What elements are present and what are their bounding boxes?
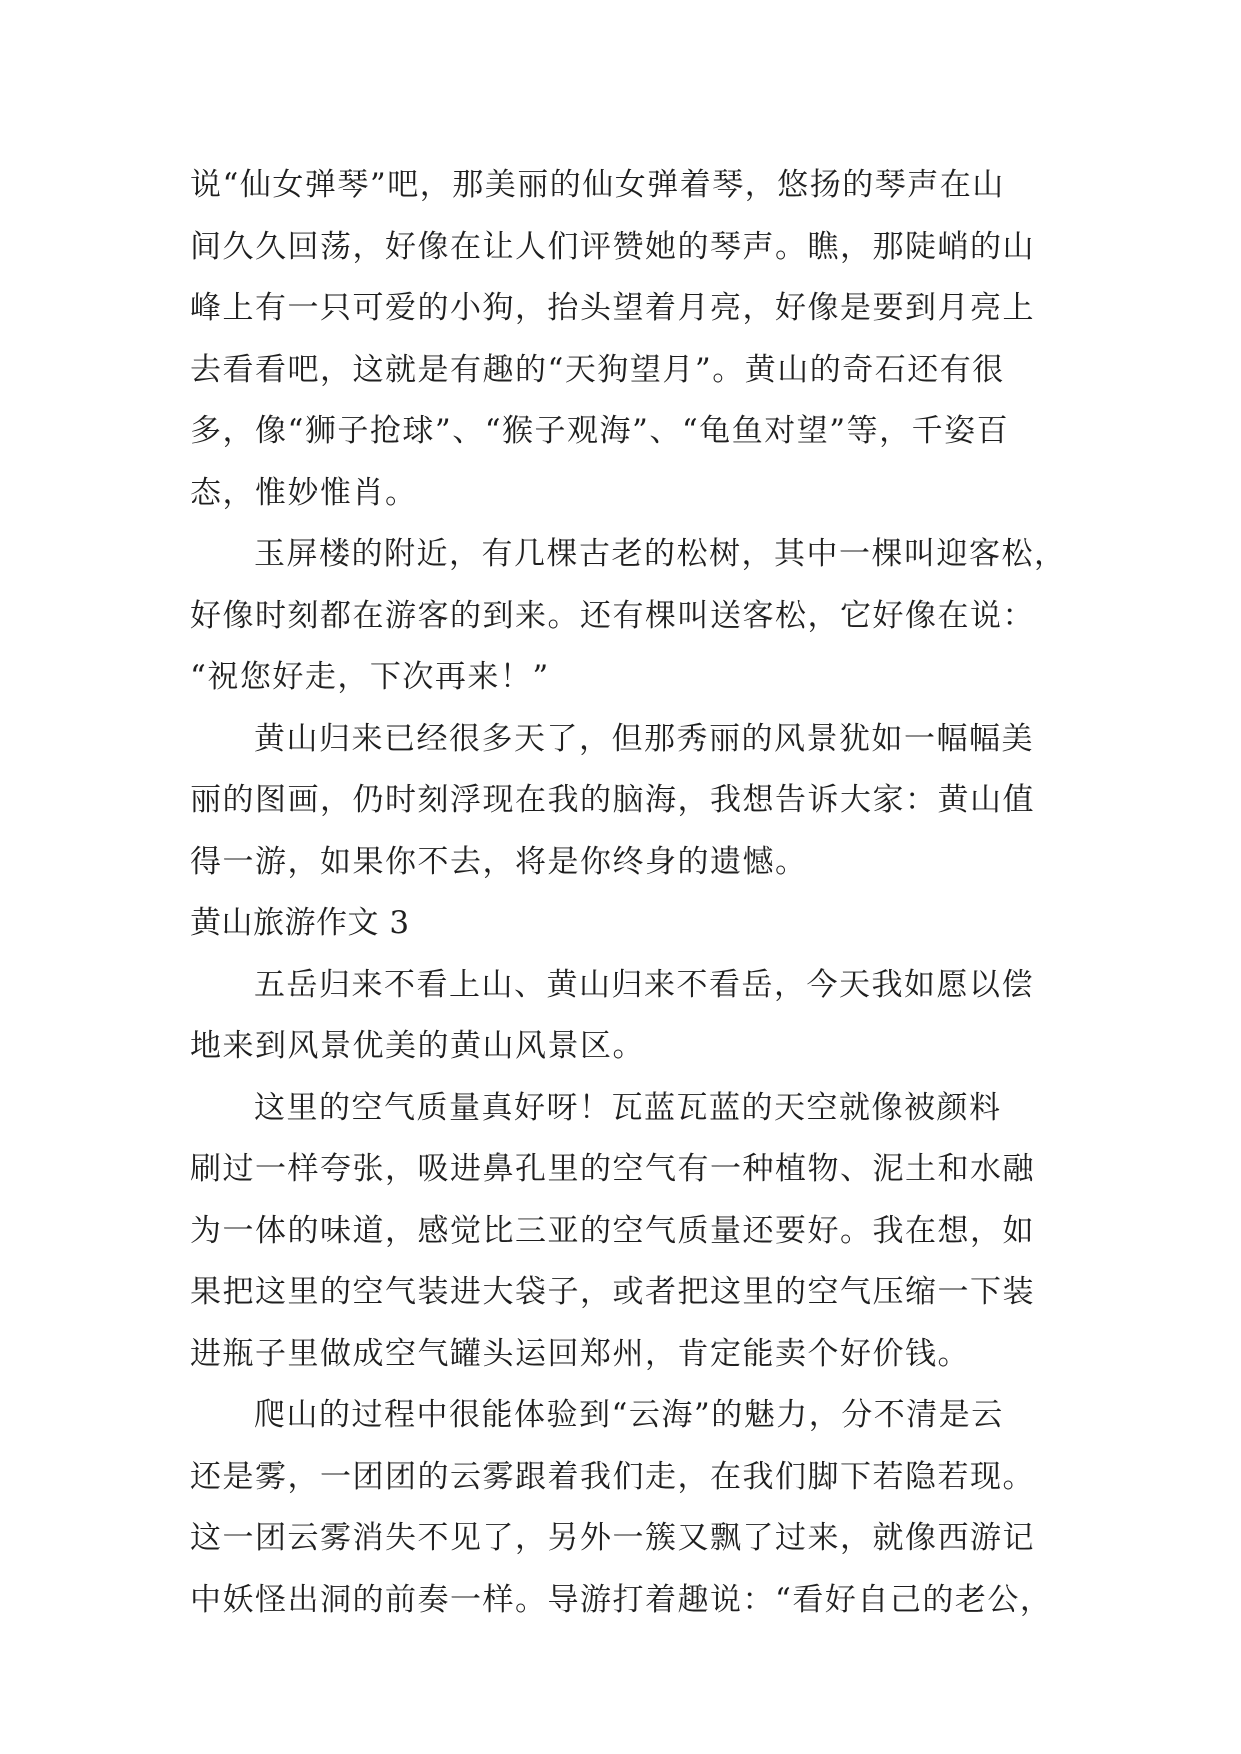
text-line: 间久久回荡，好像在让人们评赞她的琴声。瞧，那陡峭的山 [190,228,1035,265]
text-line: 地来到风景优美的黄山风景区。 [190,1028,645,1064]
text-line: 刷过一样夸张，吸进鼻孔里的空气有一种植物、泥土和水融 [190,1151,1035,1187]
text-line: 好像时刻都在游客的到来。还有棵叫送客松，它好像在说： [190,597,1035,634]
text-line: 中妖怪出洞的前奏一样。导游打着趣说：“看好自己的老公， [190,1581,1053,1618]
text-line: 多，像“狮子抢球”、“猴子观海”、“龟鱼对望”等，千姿百 [190,413,1010,449]
text-line: 为一体的味道，感觉比三亚的空气质量还要好。我在想，如 [190,1212,1035,1249]
text-line: “祝您好走，下次再来！” [190,659,550,695]
text-line: 黄山归来已经很多天了，但那秀丽的风景犹如一幅幅美 [254,720,1034,757]
text-line: 爬山的过程中很能体验到“云海”的魅力，分不清是云 [254,1397,1004,1433]
text-line: 得一游，如果你不去，将是你终身的遗憾。 [190,843,808,880]
text-line: 玉屏楼的附近，有几棵古老的松树，其中一棵叫迎客松， [254,536,1067,572]
text-line: 峰上有一只可爱的小狗，抬头望着月亮，好像是要到月亮上 [190,290,1035,326]
text-line: 去看看吧，这就是有趣的“天狗望月”。黄山的奇石还有很 [190,351,1005,388]
section-heading: 黄山旅游作文 3 [190,905,410,941]
text-line: 果把这里的空气装进大袋子，或者把这里的空气压缩一下装 [190,1274,1035,1310]
text-line: 五岳归来不看上山、黄山归来不看岳，今天我如愿以偿 [254,966,1034,1003]
document-body [190,155,1070,1631]
text-line: 说“仙女弹琴”吧，那美丽的仙女弹着琴，悠扬的琴声在山 [190,167,1005,203]
text-line: 还是雾，一团团的云雾跟着我们走，在我们脚下若隐若现。 [190,1458,1035,1495]
text-line: 这一团云雾消失不见了，另外一簇又飘了过来，就像西游记 [190,1520,1035,1556]
text-line: 进瓶子里做成空气罐头运回郑州，肯定能卖个好价钱。 [190,1335,970,1372]
text-line: 丽的图画，仍时刻浮现在我的脑海，我想告诉大家：黄山值 [190,782,1035,818]
text-line: 这里的空气质量真好呀！瓦蓝瓦蓝的天空就像被颜料 [254,1089,1002,1126]
text-line: 态，惟妙惟肖。 [190,474,418,511]
